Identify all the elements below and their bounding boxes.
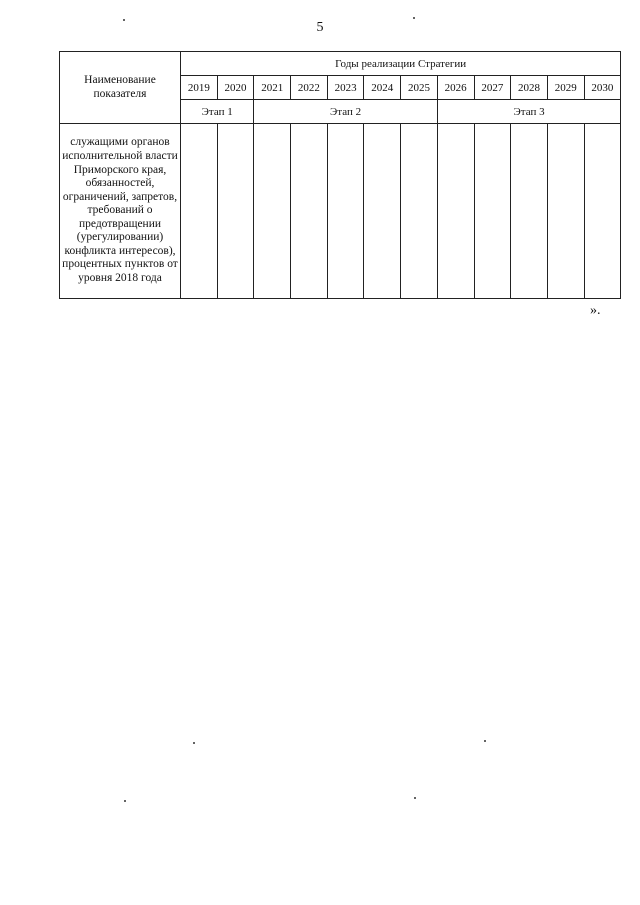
year-header-2020: 2020 <box>217 76 254 100</box>
value-cell-2030 <box>584 124 621 299</box>
year-header-2022: 2022 <box>291 76 328 100</box>
year-header-2024: 2024 <box>364 76 401 100</box>
value-cell-2023 <box>327 124 364 299</box>
year-header-2029: 2029 <box>547 76 584 100</box>
stage-header-1: Этап 1 <box>181 100 254 124</box>
value-cell-2019 <box>181 124 218 299</box>
value-cell-2020 <box>217 124 254 299</box>
indicator-cell: служащими органов исполнительной власти Приморского края, обязанностей, ограничений, запретов, требований о предотвращении (урегулировании) конфликта интересов), процентных пунктов от уровня 2018 года <box>60 124 181 299</box>
year-header-2030: 2030 <box>584 76 621 100</box>
closing-quote: ». <box>590 303 601 318</box>
value-cell-2021 <box>254 124 291 299</box>
scan-speck <box>413 17 415 19</box>
value-cell-2024 <box>364 124 401 299</box>
year-header-2019: 2019 <box>181 76 218 100</box>
scan-speck <box>414 797 416 799</box>
scan-speck <box>123 19 125 21</box>
year-header-2021: 2021 <box>254 76 291 100</box>
value-cell-2028 <box>511 124 548 299</box>
table-row <box>60 124 621 299</box>
stage-header-3: Этап 3 <box>437 100 620 124</box>
page-number: 5 <box>316 20 324 35</box>
year-header-2028: 2028 <box>511 76 548 100</box>
year-header-2027: 2027 <box>474 76 511 100</box>
value-cell-2022 <box>291 124 328 299</box>
scan-speck <box>484 740 486 742</box>
value-cell-2025 <box>401 124 438 299</box>
value-cell-2027 <box>474 124 511 299</box>
years-header: Годы реализации Стратегии <box>181 52 621 76</box>
strategy-indicators-table <box>59 51 621 299</box>
year-header-2025: 2025 <box>401 76 438 100</box>
indicator-name-header: Наименование показателя <box>60 52 181 124</box>
scan-speck <box>124 800 126 802</box>
stage-header-2: Этап 2 <box>254 100 437 124</box>
value-cell-2029 <box>547 124 584 299</box>
year-header-2026: 2026 <box>437 76 474 100</box>
year-header-2023: 2023 <box>327 76 364 100</box>
value-cell-2026 <box>437 124 474 299</box>
scan-speck <box>193 742 195 744</box>
